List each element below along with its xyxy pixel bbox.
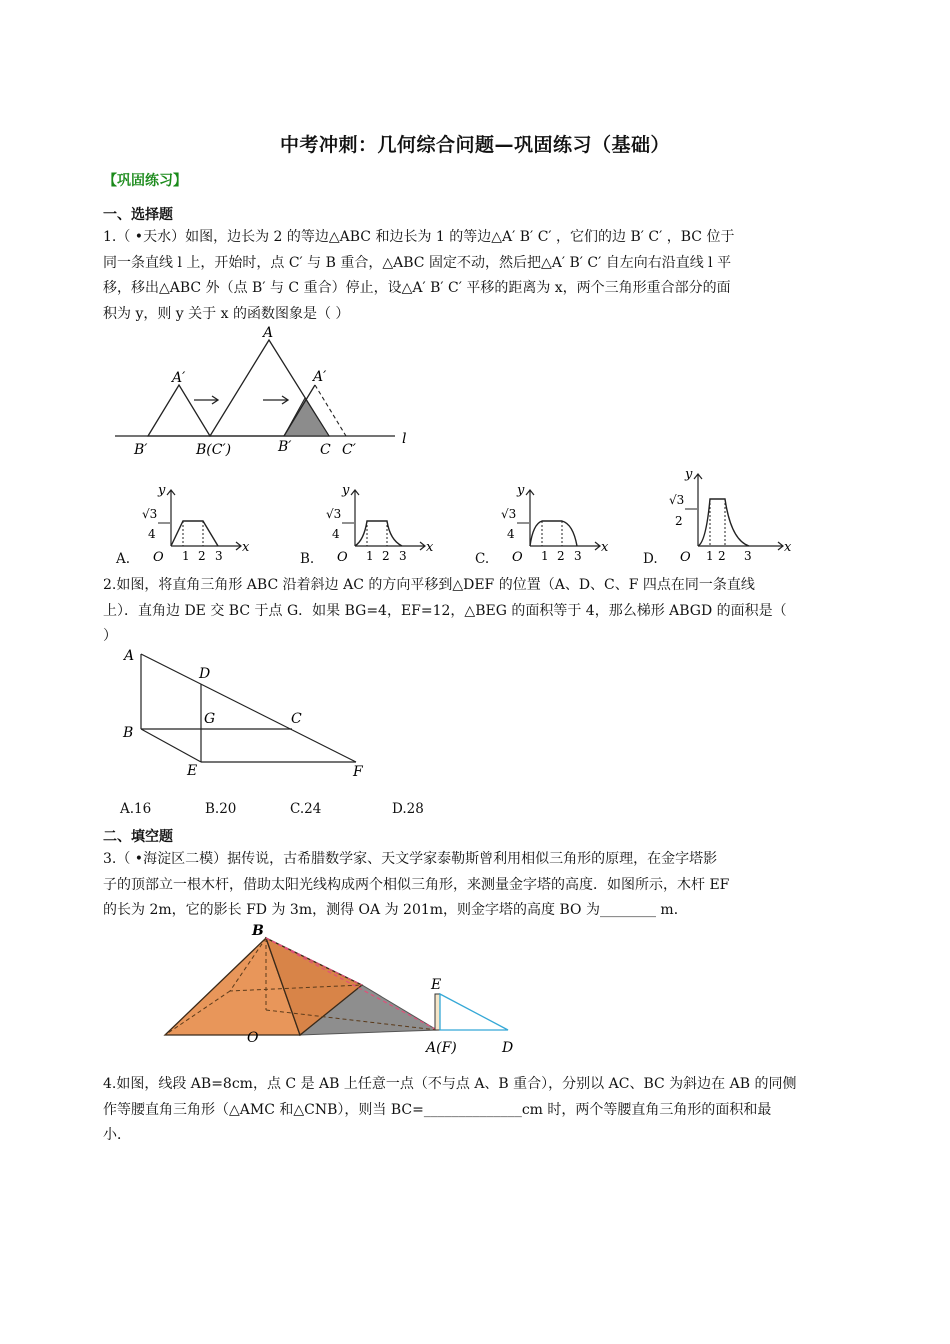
label-O: O (247, 1030, 259, 1046)
svg-text:√3: √3 (142, 507, 158, 521)
q2-option-c[interactable]: C.24 (290, 801, 322, 817)
option-c-graph[interactable] (497, 478, 612, 568)
section-choice-heading: 一、选择题 (103, 207, 173, 223)
svg-text:y: y (685, 467, 693, 482)
svg-text:O: O (337, 550, 348, 565)
q2-line: 2.如图，将直角三角形 ABC 沿着斜边 AC 的方向平移到△DEF 的位置（A、D、C、F 四点在同一条直线 (103, 577, 755, 593)
q1-line: 1.（ •天水）如图，边长为 2 的等边△ABC 和边长为 1 的等边△A′ B′ C′ ，它们的边 B′ C′ ，BC 位于 (103, 229, 735, 245)
svg-text:y: y (342, 483, 350, 498)
label-B-prime: B′ (134, 442, 148, 458)
option-b-label[interactable]: B. (300, 551, 315, 567)
label-C-prime: C′ (342, 442, 356, 458)
label-A: A (263, 325, 274, 341)
svg-text:3: 3 (215, 549, 223, 563)
svg-text:x: x (242, 540, 250, 555)
question-1-text (103, 225, 855, 327)
q2-option-a[interactable]: A.16 (120, 801, 152, 817)
q4-line: 小． (103, 1127, 131, 1143)
svg-text:y: y (517, 483, 525, 498)
label-F: F (353, 764, 363, 780)
question-4-text (103, 1072, 855, 1149)
q2-option-b[interactable]: B.20 (205, 801, 237, 817)
svg-text:x: x (601, 540, 609, 555)
label-A: A (124, 648, 135, 664)
label-E: E (431, 977, 442, 993)
label-E: E (187, 763, 198, 779)
q4-line: 4.如图，线段 AB=8cm，点 C 是 AB 上任意一点（不与点 A、B 重合），分别以 AC、BC 为斜边在 AB 的同侧 (103, 1076, 797, 1092)
option-d-label[interactable]: D. (643, 551, 658, 567)
svg-text:2: 2 (198, 549, 206, 563)
q1-line: 移，移出△ABC 外（点 B′ 与 C 重合）停止，设△A′ B′ C′ 平移的距离为 x，两个三角形重合部分的面 (103, 280, 731, 296)
section-tag: 【巩固练习】 (103, 173, 187, 189)
svg-text:2: 2 (382, 549, 390, 563)
svg-text:2: 2 (557, 549, 565, 563)
overlap-region (284, 398, 329, 436)
q2-line: 上）．直角边 DE 交 BC 于点 G．如果 BG=4，EF=12，△BEG 的面积等于 4，那么梯形 ABGD 的面积是（ (103, 602, 787, 619)
svg-text:1: 1 (366, 549, 374, 563)
svg-text:2: 2 (675, 514, 683, 528)
pole-EF (435, 994, 440, 1030)
svg-text:O: O (153, 550, 164, 565)
svg-text:O: O (512, 550, 523, 565)
q3-line: 的长为 2m，它的影长 FD 为 3m，测得 OA 为 201m，则金字塔的高度 BO 为________ m． (103, 902, 688, 918)
option-a-label[interactable]: A. (116, 551, 131, 567)
q3-figure (160, 918, 530, 1063)
label-B-C-prime: B(C′) (196, 442, 232, 458)
svg-text:√3: √3 (669, 493, 685, 507)
svg-text:4: 4 (148, 527, 156, 541)
svg-text:1: 1 (182, 549, 190, 563)
svg-text:3: 3 (399, 549, 407, 563)
label-D: D (199, 666, 211, 682)
q2-option-d[interactable]: D.28 (392, 801, 424, 817)
q1-figure (110, 325, 420, 465)
svg-text:x: x (426, 540, 434, 555)
page-title: 中考冲刺：几何综合问题—巩固练习（基础） (279, 134, 670, 156)
q1-line: 同一条直线 l 上，开始时，点 C′ 与 B 重合，△ABC 固定不动，然后把△A′ B′ C′ 自左向右沿直线 l 平 (103, 254, 732, 271)
label-C: C (291, 711, 302, 727)
section-fill-heading: 二、填空题 (103, 829, 173, 845)
svg-text:O: O (680, 550, 691, 565)
label-B: B (252, 923, 264, 939)
q4-line: 作等腰直角三角形（△AMC 和△CNB），则当 BC=______________cm 时，两个等腰直角三角形的面积和最 (103, 1101, 772, 1118)
svg-text:4: 4 (332, 527, 340, 541)
svg-text:√3: √3 (501, 507, 517, 521)
option-d-graph[interactable] (665, 462, 795, 568)
option-c-label[interactable]: C. (475, 551, 490, 567)
svg-text:3: 3 (744, 549, 752, 563)
option-a-graph[interactable] (138, 478, 253, 568)
svg-text:3: 3 (574, 549, 582, 563)
q2-figure (115, 640, 380, 780)
pole-shadow (440, 994, 508, 1030)
svg-text:1: 1 (706, 549, 714, 563)
label-l: l (402, 431, 407, 447)
option-b-graph[interactable] (322, 478, 437, 568)
label-B-prime-2: B′ (278, 439, 292, 455)
q2-line: ） (103, 628, 117, 644)
label-A-prime-2: A′ (313, 369, 327, 385)
question-3-text (103, 847, 855, 924)
svg-text:1: 1 (541, 549, 549, 563)
label-A-F: A(F) (426, 1040, 457, 1056)
svg-text:√3: √3 (326, 507, 342, 521)
label-D: D (502, 1040, 514, 1056)
q1-line: 积为 y，则 y 关于 x 的函数图象是（ ） (103, 305, 350, 322)
q3-line: 3.（ •海淀区二模）据传说，古希腊数学家、天文学家泰勒斯曾利用相似三角形的原理，在金字塔影 (103, 851, 718, 867)
q3-line: 子的顶部立一根木杆，借助太阳光线构成两个相似三角形，来测量金字塔的高度．如图所示，木杆 EF (103, 876, 730, 893)
question-2-text (103, 573, 855, 650)
label-B: B (123, 725, 134, 741)
svg-text:y: y (158, 483, 166, 498)
svg-text:2: 2 (718, 549, 726, 563)
label-C: C (320, 442, 331, 458)
svg-text:x: x (784, 540, 792, 555)
small-triangle (148, 385, 210, 436)
label-A-prime: A′ (172, 370, 186, 386)
svg-text:4: 4 (507, 527, 515, 541)
label-G: G (204, 711, 216, 727)
